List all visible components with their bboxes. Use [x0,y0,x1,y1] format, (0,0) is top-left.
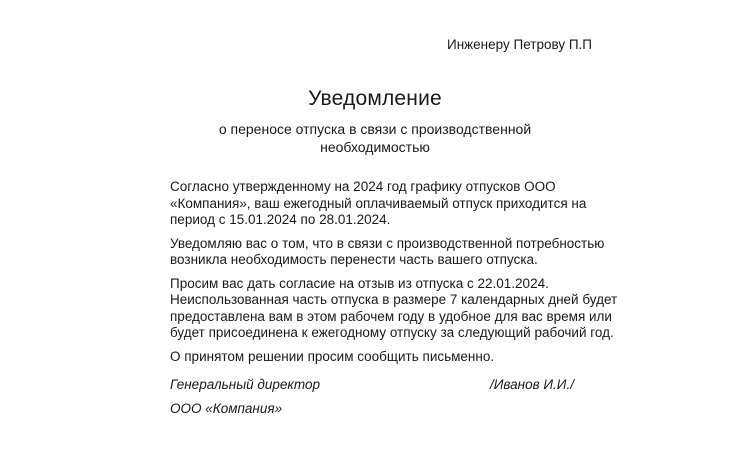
subtitle-line: о переносе отпуска в связи с производственной [218,121,532,137]
text-line: Просим вас дать согласие на отзыв из отпуска с 22.01.2024. [170,275,549,291]
subtitle-line: необходимостью [320,139,430,155]
text-line: период с 15.01.2024 по 28.01.2024. [170,212,391,227]
document-subtitle [0,120,750,156]
document-body [170,179,618,372]
text-line: «Компания», ваш ежегодный оплачиваемый отпуск приходится на [170,195,587,211]
text-line: будет присоединена к ежегодному отпуску за следующий рабочий год. [170,325,614,340]
text-line: Уведомляю вас о том, что в связи с производственной потребностью [170,235,605,251]
text-line: предоставлена вам в этом рабочем году в удобное для вас время или [170,308,612,324]
text-line: О принятом решении просим сообщить письменно. [170,348,495,364]
signatory-company: ООО «Компания» [170,401,283,416]
recipient-line: Инженеру Петрову П.П [446,37,592,52]
paragraph-notice [170,236,610,269]
signatory-position: Генеральный директор [170,377,321,392]
text-line: Согласно утвержденному на 2024 год графику отпусков ООО [170,179,556,194]
paragraph-reply [170,349,610,366]
signatory-name: /Иванов И.И./ [490,377,574,392]
paragraph-schedule [170,179,610,229]
text-line: Неиспользованная часть отпуска в размере 7 календарных дней будет [170,292,618,307]
paragraph-request [170,275,618,342]
document-title: Уведомление [308,87,442,110]
text-line: возникла необходимость перенести часть вашего отпуска. [170,252,538,267]
